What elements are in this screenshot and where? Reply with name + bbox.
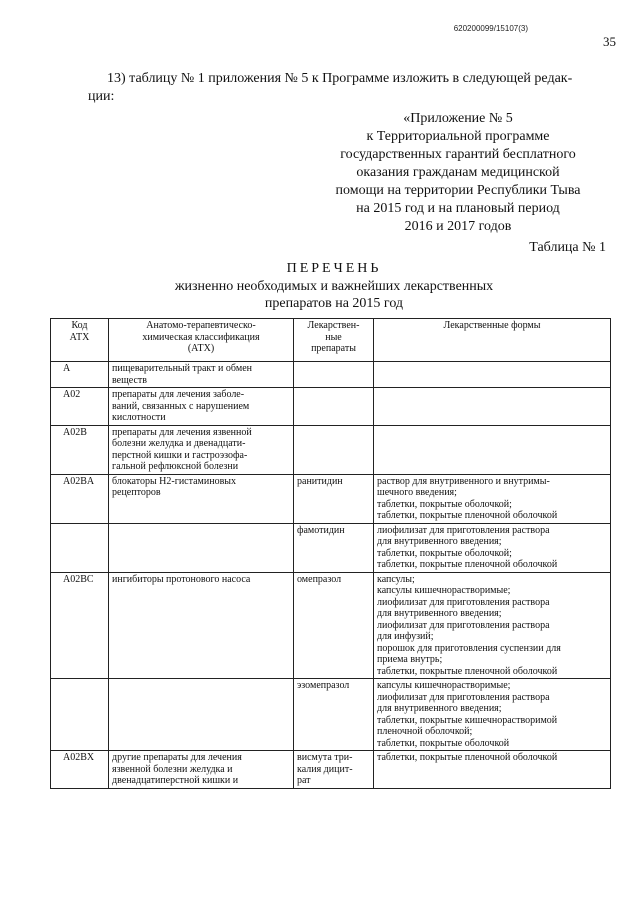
cell-code	[51, 474, 109, 523]
cell-line: висмута три-	[297, 752, 353, 763]
cell-drug	[294, 679, 374, 751]
list-heading	[100, 260, 568, 312]
cell-forms	[374, 751, 611, 789]
cell-code	[51, 679, 109, 751]
cell-line: лиофилизат для приготовления раствора	[377, 524, 550, 536]
drug-table	[50, 318, 611, 789]
cell-forms	[374, 388, 611, 426]
cell-line: для внутривенного введения;	[377, 536, 502, 547]
cell-line: блокаторы H2-гистаминовых	[112, 475, 237, 487]
cell-line: для инфузий;	[377, 631, 434, 642]
cell-line: пленочной оболочкой;	[377, 726, 473, 737]
cell-line: препараты для лечения заболе-	[112, 389, 245, 400]
cell-code	[51, 523, 109, 572]
cell-line: A02	[63, 389, 81, 400]
heading-line-1: жизненно необходимых и важнейших лекарственных	[174, 279, 494, 294]
table-body	[51, 362, 611, 789]
cell-line: пищеварительный тракт и обмен	[112, 363, 252, 374]
cell-forms	[374, 572, 611, 679]
cell-line: рецепторов	[112, 487, 161, 498]
header-line: химическая классификация	[142, 331, 260, 343]
cell-line: таблетки, покрытые пленочной оболочкой	[377, 665, 558, 677]
cell-line: A02B	[63, 426, 87, 438]
table-row	[51, 474, 611, 523]
cell-line: таблетки, покрытые кишечнорастворимой	[377, 714, 558, 726]
cell-line: кислотности	[112, 412, 166, 423]
cell-line: лиофилизат для приготовления раствора	[377, 691, 550, 703]
cell-classification	[109, 425, 294, 474]
cell-line: капсулы кишечнорастворимые;	[377, 680, 511, 691]
cell-line: таблетки, покрытые пленочной оболочкой	[377, 559, 558, 570]
header-drugs	[294, 319, 374, 362]
cell-line: капсулы кишечнорастворимые;	[377, 585, 511, 596]
cell-code	[51, 572, 109, 679]
header-line: АТХ	[69, 331, 90, 343]
cell-drug	[294, 474, 374, 523]
cell-line: гальной рефлюксной болезни	[112, 461, 239, 472]
cell-line: шечного введения;	[377, 487, 457, 498]
appendix-block	[320, 110, 596, 236]
header-forms	[374, 319, 611, 362]
cell-line: A02BA	[63, 475, 95, 487]
cell-line: лиофилизат для приготовления раствора	[377, 619, 550, 631]
cell-drug	[294, 362, 374, 388]
cell-line: двенадцатиперстной кишки и	[112, 775, 239, 786]
cell-line: A02BC	[63, 573, 94, 585]
cell-forms	[374, 425, 611, 474]
cell-line: язвенной болезни желудка и	[112, 763, 233, 775]
appendix-line: государственных гарантий бесплатного	[340, 147, 576, 162]
cell-line: приема внутрь;	[377, 654, 443, 665]
table-row	[51, 751, 611, 789]
table-row	[51, 362, 611, 388]
page-number: 35	[603, 34, 616, 49]
cell-drug	[294, 751, 374, 789]
cell-code	[51, 362, 109, 388]
cell-line: веществ	[112, 374, 148, 386]
cell-line: ранитидин	[297, 475, 343, 487]
cell-code	[51, 388, 109, 426]
header-line: Лекарственные формы	[443, 320, 541, 331]
cell-classification	[109, 679, 294, 751]
cell-line: эзомепразол	[297, 680, 350, 691]
cell-line: калия дицит-	[297, 763, 353, 775]
cell-line: болезни желудка и двенадцати-	[112, 438, 246, 449]
appendix-line: 2016 и 2017 годов	[404, 219, 512, 234]
cell-drug	[294, 572, 374, 679]
heading-title: ПЕРЕЧЕНЬ	[286, 261, 382, 276]
intro-paragraph	[88, 70, 608, 106]
cell-code	[51, 751, 109, 789]
intro-line-1: 13) таблицу № 1 приложения № 5 к Программе изложить в следующей редак-	[107, 71, 573, 86]
cell-classification	[109, 362, 294, 388]
cell-classification	[109, 523, 294, 572]
cell-line: лиофилизат для приготовления раствора	[377, 596, 550, 608]
intro-line-2: ции:	[88, 89, 115, 104]
cell-drug	[294, 425, 374, 474]
appendix-line: к Территориальной программе	[366, 129, 550, 144]
cell-line: рат	[297, 775, 311, 786]
table-row	[51, 388, 611, 426]
cell-drug	[294, 523, 374, 572]
table-header-row	[51, 319, 611, 362]
cell-line: омепразол	[297, 573, 342, 585]
cell-forms	[374, 474, 611, 523]
cell-line: ингибиторы протонового насоса	[112, 573, 251, 585]
heading-line-2: препаратов на 2015 год	[264, 296, 404, 311]
cell-line: таблетки, покрытые оболочкой	[377, 737, 510, 749]
cell-line: другие препараты для лечения	[112, 752, 242, 763]
header-line: Анатомо-терапевтическо-	[146, 320, 256, 331]
cell-forms	[374, 523, 611, 572]
appendix-line: «Приложение № 5	[403, 111, 513, 126]
header-line: (АТХ)	[187, 343, 215, 354]
cell-line: таблетки, покрытые пленочной оболочкой	[377, 752, 558, 763]
cell-classification	[109, 572, 294, 679]
cell-line: препараты для лечения язвенной	[112, 426, 252, 438]
header-line: ные	[325, 331, 342, 343]
header-classification	[109, 319, 294, 362]
table-row	[51, 572, 611, 679]
cell-line: фамотидин	[297, 524, 345, 536]
cell-line: раствор для внутривенного и внутримы-	[377, 475, 550, 487]
header-line: Лекарствен-	[307, 320, 360, 331]
cell-line: таблетки, покрытые оболочкой;	[377, 547, 512, 559]
appendix-line: на 2015 год и на плановый период	[356, 201, 560, 216]
cell-drug	[294, 388, 374, 426]
cell-line: порошок для приготовления суспензии для	[377, 642, 561, 654]
cell-forms	[374, 362, 611, 388]
appendix-line: помощи на территории Республики Тыва	[335, 183, 581, 198]
header-line: препараты	[311, 343, 356, 354]
document-code: 620200099/15107(3)	[453, 24, 528, 33]
appendix-line: оказания гражданам медицинской	[356, 165, 560, 180]
header-code	[51, 319, 109, 362]
cell-line: капсулы;	[377, 573, 415, 585]
cell-line: A02BX	[63, 752, 95, 763]
cell-forms	[374, 679, 611, 751]
cell-line: для внутривенного введения;	[377, 608, 502, 619]
cell-line: таблетки, покрытые оболочкой;	[377, 498, 512, 510]
cell-line: перстной кишки и гастроэзофа-	[112, 449, 248, 461]
cell-code	[51, 425, 109, 474]
cell-line: таблетки, покрытые пленочной оболочкой	[377, 510, 558, 521]
table-row	[51, 679, 611, 751]
cell-classification	[109, 751, 294, 789]
cell-line: A	[63, 363, 71, 374]
table-row	[51, 425, 611, 474]
cell-classification	[109, 388, 294, 426]
cell-line: ваний, связанных с нарушением	[112, 400, 250, 412]
table-row	[51, 523, 611, 572]
table-number: Таблица № 1	[529, 240, 606, 255]
header-line: Код	[71, 320, 88, 331]
cell-classification	[109, 474, 294, 523]
cell-line: для внутривенного введения;	[377, 703, 502, 714]
